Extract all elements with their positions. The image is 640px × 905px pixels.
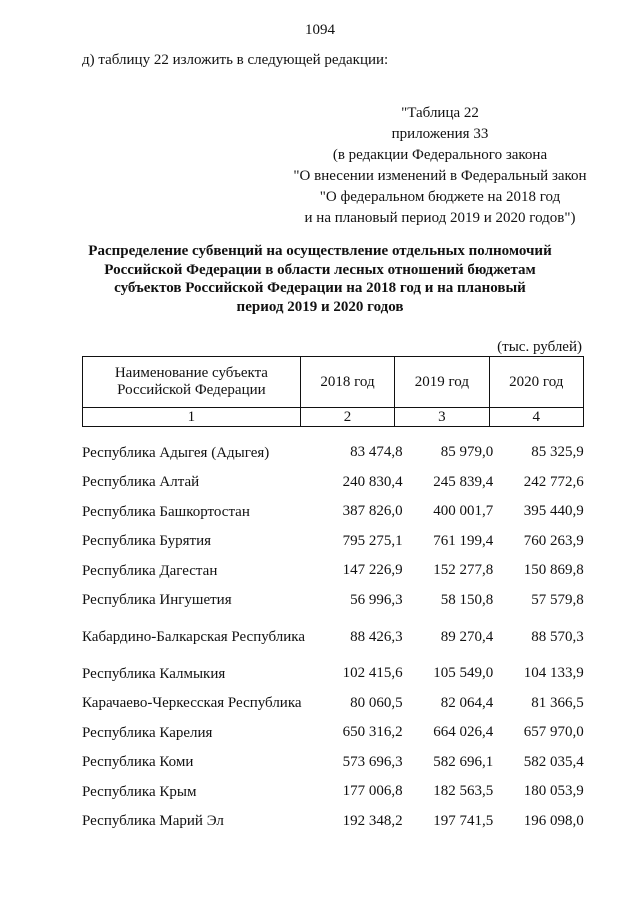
value-2019: 105 549,0 xyxy=(433,665,494,682)
region-name: Республика Карелия xyxy=(82,724,213,741)
value-2020: 81 366,5 xyxy=(531,694,584,711)
region-name: Республика Дагестан xyxy=(82,562,218,579)
value-2019: 85 979,0 xyxy=(440,444,494,461)
column-number: 1 xyxy=(83,408,301,427)
value-2018: 240 830,4 xyxy=(342,473,403,490)
caption-line: "О федеральном бюджете на 2018 год xyxy=(319,189,561,205)
value-2018: 650 316,2 xyxy=(342,724,403,741)
value-2019: 761 199,4 xyxy=(433,532,494,549)
value-2018: 147 226,9 xyxy=(342,562,403,579)
value-2018: 102 415,6 xyxy=(342,665,403,682)
caption-line: "О внесении изменений в Федеральный закон xyxy=(293,168,587,184)
region-name: Республика Марий Эл xyxy=(82,813,224,830)
value-2020: 196 098,0 xyxy=(523,812,584,829)
value-2019: 197 741,5 xyxy=(433,812,494,829)
table-row xyxy=(82,556,584,586)
value-2018: 56 996,3 xyxy=(350,591,403,608)
table-row xyxy=(82,615,584,659)
caption-line: и на плановый период 2019 и 2020 годов") xyxy=(304,210,576,226)
table-header xyxy=(82,356,584,427)
region-name: Республика Башкортостан xyxy=(82,503,250,520)
value-2018: 80 060,5 xyxy=(350,694,403,711)
value-2019: 582 696,1 xyxy=(433,753,494,770)
document-heading xyxy=(60,242,580,316)
units-label: (тыс. рублей) xyxy=(497,339,582,355)
table-row xyxy=(82,748,584,778)
heading-line: Распределение субвенций на осуществление отдельных полномочий xyxy=(88,243,552,259)
table-row xyxy=(82,718,584,748)
value-2019: 152 277,8 xyxy=(433,562,494,579)
value-2018: 83 474,8 xyxy=(350,444,403,461)
caption-line: (в редакции Федерального закона xyxy=(332,147,548,163)
table-row xyxy=(82,807,584,837)
table-body xyxy=(82,438,584,836)
value-2020: 85 325,9 xyxy=(531,444,584,461)
table-row xyxy=(82,586,584,616)
caption-line: "Таблица 22 xyxy=(401,105,479,121)
region-name: Республика Алтай xyxy=(82,474,200,491)
value-2020: 88 570,3 xyxy=(531,628,584,645)
region-name: Республика Коми xyxy=(82,754,194,771)
value-2018: 192 348,2 xyxy=(342,812,403,829)
value-2020: 657 970,0 xyxy=(523,724,584,741)
caption-line: приложения 33 xyxy=(391,126,489,142)
header-name-line: Наименование субъекта xyxy=(114,365,268,381)
heading-line: Российской Федерации в области лесных отношений бюджетам xyxy=(104,261,536,278)
value-2020: 150 869,8 xyxy=(523,562,584,579)
value-2018: 795 275,1 xyxy=(342,532,403,549)
column-number-row xyxy=(83,408,584,427)
header-2020: 2020 год xyxy=(489,357,583,408)
header-2018: 2018 год xyxy=(300,357,394,408)
region-name: Кабардино-Балкарская Республика xyxy=(82,629,306,645)
value-2019: 82 064,4 xyxy=(440,694,494,711)
table-row xyxy=(82,777,584,807)
column-number: 4 xyxy=(489,408,583,427)
value-2018: 387 826,0 xyxy=(342,503,403,520)
value-2020: 104 133,9 xyxy=(523,665,584,682)
column-number: 3 xyxy=(395,408,489,427)
region-name: Республика Адыгея (Адыгея) xyxy=(82,444,270,461)
region-name: Карачаево-Черкесская Республика xyxy=(82,695,302,712)
value-2019: 400 001,7 xyxy=(433,503,494,520)
heading-line: субъектов Российской Федерации на 2018 год и на плановый xyxy=(114,280,526,296)
value-2019: 182 563,5 xyxy=(433,783,494,800)
table-caption xyxy=(270,103,610,229)
value-2020: 760 263,9 xyxy=(523,532,584,549)
table-row xyxy=(82,468,584,498)
value-2019: 245 839,4 xyxy=(433,473,494,490)
region-name: Республика Крым xyxy=(82,783,197,800)
value-2019: 664 026,4 xyxy=(433,724,494,741)
value-2020: 57 579,8 xyxy=(531,591,584,608)
table-row xyxy=(82,497,584,527)
table-row xyxy=(82,689,584,719)
table-row xyxy=(82,438,584,468)
value-2020: 395 440,9 xyxy=(523,503,584,520)
value-2018: 88 426,3 xyxy=(350,628,403,645)
value-2018: 573 696,3 xyxy=(342,753,403,770)
value-2018: 177 006,8 xyxy=(342,783,403,800)
header-row xyxy=(83,357,584,408)
column-number: 2 xyxy=(300,408,394,427)
value-2020: 582 035,4 xyxy=(523,753,584,770)
table-row xyxy=(82,659,584,689)
header-2019: 2019 год xyxy=(395,357,489,408)
region-name: Республика Бурятия xyxy=(82,533,212,550)
page-number: 1094 xyxy=(305,22,335,38)
intro-text: д) таблицу 22 изложить в следующей редакции: xyxy=(82,52,389,68)
header-name-line: Российской Федерации xyxy=(117,382,266,398)
heading-line: период 2019 и 2020 годов xyxy=(236,298,404,315)
region-name: Республика Калмыкия xyxy=(82,665,226,682)
value-2020: 242 772,6 xyxy=(523,473,584,490)
header-name-cell xyxy=(83,357,301,408)
region-name: Республика Ингушетия xyxy=(82,592,232,609)
table-row xyxy=(82,527,584,557)
value-2019: 89 270,4 xyxy=(440,628,494,645)
value-2020: 180 053,9 xyxy=(523,783,584,800)
value-2019: 58 150,8 xyxy=(440,591,494,608)
